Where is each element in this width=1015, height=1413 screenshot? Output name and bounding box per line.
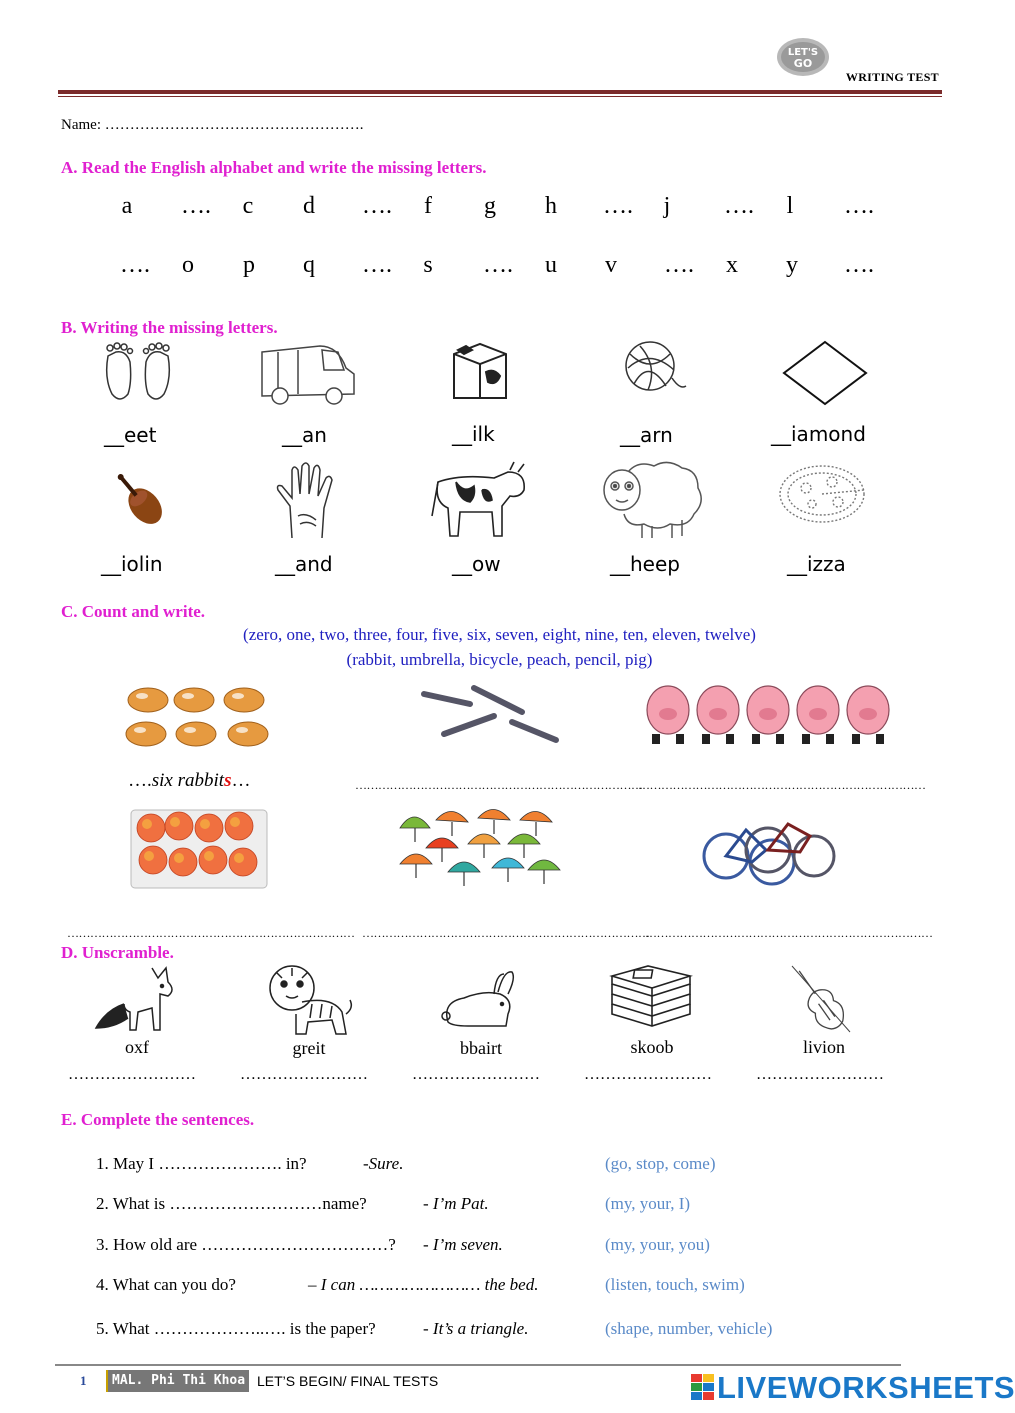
milk-icon: [446, 340, 514, 407]
violin-icon: [100, 468, 180, 537]
footer-title: LET’S BEGIN/ FINAL TESTS: [257, 1373, 439, 1389]
alphabet-cell: q: [303, 252, 315, 278]
sentence-question[interactable]: 2. What is ………………………name?: [96, 1194, 367, 1213]
missing-letter-word[interactable]: __arn: [620, 423, 673, 447]
sentence-options: (shape, number, vehicle): [605, 1319, 773, 1338]
sentence-options: (listen, touch, swim): [605, 1275, 745, 1294]
example-text: six rabbit: [151, 770, 225, 791]
sentence-question[interactable]: 1. May I …………………. in?: [96, 1154, 307, 1173]
example-plural-s: s: [224, 770, 232, 791]
sentence-options: (my, your, I): [605, 1194, 691, 1213]
alphabet-blank[interactable]: ….: [181, 193, 211, 219]
answer-blank-pencils[interactable]: …………………………………………………………………: [355, 778, 643, 792]
alphabet-cell: p: [243, 252, 255, 278]
missing-letter-word[interactable]: __an: [282, 423, 327, 447]
missing-letter-word[interactable]: __eet: [104, 423, 157, 447]
alphabet-blank[interactable]: ….: [362, 252, 392, 278]
section-a-title: A. Read the English alphabet and write the missing letters.: [61, 158, 487, 177]
umbrellas-picture: [396, 802, 576, 895]
missing-letter-word[interactable]: __heep: [610, 552, 680, 576]
alphabet-cell: g: [484, 193, 496, 219]
nouns-word-bank: (rabbit, umbrella, bicycle, peach, pencil, pig): [346, 650, 653, 669]
alphabet-cell: d: [303, 193, 315, 219]
alphabet-cell: u: [545, 252, 557, 278]
alphabet-cell: s: [423, 252, 433, 278]
missing-letter-word[interactable]: __iolin: [101, 552, 163, 576]
answer-blank-umbrellas[interactable]: …………………………………………………………………: [362, 926, 650, 940]
bicycles-picture: [700, 806, 840, 897]
live-blocks-icon: [691, 1374, 715, 1407]
feet-icon: [100, 342, 176, 409]
logo-text-go: GO: [793, 57, 813, 70]
scrambled-word: oxf: [125, 1037, 149, 1057]
pizza-icon: [776, 460, 870, 533]
sentence-answer: -Sure.: [363, 1154, 404, 1173]
rabbits-picture: [124, 680, 274, 757]
unscramble-blank[interactable]: ……………………: [584, 1066, 712, 1083]
numbers-word-bank: (zero, one, two, three, four, five, six, seven, eight, nine, ten, eleven, twelve): [243, 625, 756, 644]
sentence-answer: - It’s a triangle.: [423, 1319, 529, 1338]
scrambled-word: greit: [292, 1038, 326, 1058]
sentence-question[interactable]: 3. How old are ……………………………?: [96, 1235, 396, 1254]
header-title: WRITING TEST: [845, 70, 939, 84]
sentence-options: (go, stop, come): [605, 1154, 716, 1173]
section-e-title: E. Complete the sentences.: [61, 1110, 255, 1129]
alphabet-cell: o: [182, 252, 194, 278]
alphabet-cell: x: [726, 252, 738, 278]
sentence-answer: - I’m Pat.: [423, 1194, 489, 1213]
example-answer: [128, 770, 250, 792]
section-c-title: C. Count and write.: [61, 602, 206, 621]
unscramble-blank[interactable]: ……………………: [412, 1066, 540, 1083]
alphabet-blank[interactable]: ….: [362, 193, 392, 219]
tiger-icon: [262, 962, 354, 1043]
alphabet-row-2: [0, 252, 999, 284]
cow-icon: [430, 460, 532, 545]
alphabet-blank[interactable]: ….: [844, 252, 874, 278]
sentence-question[interactable]: 5. What ………………..…. is the paper?: [96, 1319, 376, 1338]
sheep-icon: [598, 458, 706, 545]
section-b-title: B. Writing the missing letters.: [61, 318, 278, 337]
sentence-answer: - I’m seven.: [423, 1235, 503, 1254]
answer-blank-bicycles[interactable]: …………………………………………………………………: [645, 926, 933, 940]
alphabet-cell: c: [242, 193, 254, 219]
books-icon: [608, 962, 694, 1041]
alphabet-blank[interactable]: ….: [664, 252, 694, 278]
missing-letter-word[interactable]: __ilk: [452, 422, 495, 446]
alphabet-blank[interactable]: ….: [603, 193, 633, 219]
alphabet-cell: l: [786, 193, 794, 219]
rabbit-icon: [438, 968, 524, 1035]
alphabet-blank[interactable]: ….: [483, 252, 513, 278]
alphabet-blank[interactable]: ….: [724, 193, 754, 219]
alphabet-cell: j: [663, 193, 671, 219]
example-prefix: ….: [128, 770, 152, 791]
answer-blank-peaches[interactable]: …………………………………………………………………: [67, 926, 355, 940]
answer-blank-pigs[interactable]: …………………………………………………………………: [638, 778, 926, 792]
peaches-picture: [129, 806, 269, 895]
page-number: 1: [80, 1373, 87, 1388]
alphabet-cell: h: [545, 193, 557, 219]
scrambled-word: skoob: [630, 1037, 674, 1057]
sentence-options: (my, your, you): [605, 1235, 710, 1254]
alphabet-blank[interactable]: ….: [844, 193, 874, 219]
sentence-question: 4. What can you do?: [96, 1275, 236, 1294]
alphabet-row-1: [0, 193, 999, 225]
violin-outline-icon: [784, 962, 858, 1043]
alphabet-cell: v: [605, 252, 617, 278]
unscramble-blank[interactable]: ……………………: [68, 1066, 196, 1083]
liveworksheets-brand[interactable]: LIVEWORKSHEETS: [717, 1370, 1015, 1405]
alphabet-blank[interactable]: ….: [120, 252, 150, 278]
section-d-title: D. Unscramble.: [61, 943, 174, 962]
name-field[interactable]: Name: …………………………………………….: [61, 117, 364, 133]
pigs-picture: [644, 680, 894, 751]
author-badge: MAL. Phi Thi Khoa: [106, 1370, 249, 1392]
lets-go-logo: [775, 36, 831, 78]
van-icon: [258, 340, 358, 413]
pencils-picture: [414, 684, 564, 751]
fox-icon: [94, 964, 180, 1041]
diamond-icon: [780, 340, 870, 411]
sentence-answer[interactable]: – I can …………………… the bed.: [308, 1275, 539, 1294]
unscramble-blank[interactable]: ……………………: [240, 1066, 368, 1083]
missing-letter-word[interactable]: __iamond: [771, 422, 866, 446]
logo-text-lets: LET'S: [787, 47, 819, 58]
header-rule-thick: [58, 90, 942, 94]
example-suffix: …: [231, 770, 251, 791]
missing-letter-word[interactable]: __ow: [452, 552, 501, 576]
scrambled-word: livion: [802, 1037, 845, 1057]
alphabet-cell: f: [424, 193, 432, 219]
missing-letter-word[interactable]: __izza: [787, 552, 846, 576]
footer-rule: [55, 1364, 901, 1366]
yarn-icon: [618, 338, 688, 401]
unscramble-blank[interactable]: ……………………: [756, 1066, 884, 1083]
alphabet-cell: y: [786, 252, 798, 278]
hand-icon: [272, 460, 344, 545]
header-rule-thin: [58, 96, 942, 97]
scrambled-word: bbairt: [460, 1038, 502, 1058]
missing-letter-word[interactable]: __and: [275, 552, 333, 576]
alphabet-cell: a: [121, 193, 133, 219]
